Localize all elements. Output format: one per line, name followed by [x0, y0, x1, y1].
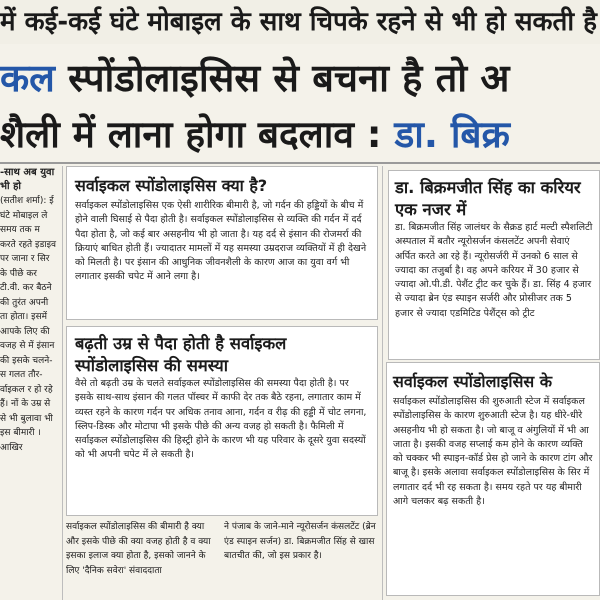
- box-symptoms-title: सर्वाइकल स्पोंडोलाइसिस के: [393, 372, 553, 391]
- headline-line-2-blue: डा. बिक्र: [394, 113, 510, 156]
- box-doctor-career-title: डा. बिक्रमजीत सिंह का करियर एक नजर में: [395, 178, 581, 219]
- box-symptoms-body: सर्वाइकल स्पोंडोलाइसिस की शुरुआती स्टेज में सर्वाइकल स्पोंडोलाइसिस के कारण शुरुआती स्टेज है। यह धीरे-धीरे असहनीय भी हो सकता है। जो बाजू व अंगुलियों में भी आ जाता है। इसकी वजह सप्लाई कम होने के कारण व्यक्ति को चक्कर भी स्पाइन-कॉर्ड प्रेस हो जाने के कारण टांग और बाजू है। इसके अलावा सर्वाइकल स्पोंडोलाइसिस के सिर में लगातार दर्द भी रह सकता है। समय रहते पर यह बीमारी आगे चलकर बढ़ सकती है।: [393, 396, 593, 508]
- box-what-is-cervical: [66, 166, 378, 320]
- left-column-body: (सतीश शर्मा): ई घंटे मोबाइल ले समय तक म करते रहते इडाइव पर जाना र सिर के पीछे कर टी.वी. कर बैठने की तुरंत अपनी ता होता। इसमें आपके लिए की वजह से में इंसान की इसके चलने- स गलत तौर- र्वाइकल र हो रहे हैं। नों के उम्र से से भी बुलावा भी इस बीमारी । आखिर: [0, 196, 57, 453]
- headline-line-2-black: शैली में लाना होगा बदलाव :: [0, 113, 395, 156]
- box-age-cause-body: वैसे तो बढ़ती उम्र के चलते सर्वाइकल स्पोंडोलाइसिस की समस्या पैदा होती है। पर इसके साथ-साथ इंसान की गलत पॉस्चर में काफी देर तक बैठे रहना, लगातार काम में व्यस्त रहने के कारण गर्दन पर अधिक तनाव आना, गर्दन व रीढ़ की हड्डी में चोट लगना, स्लिप-डिस्क और मोटापा भी इसके पीछे की अन्य वजह हो सकती है। फैमिली में सर्वाइकल स्पोंडोलाइसिस की हिस्ट्री होने के कारण भी यह परिवार के दूसरे युवा सदस्यों को भी अपनी चपेट में ले सकती है।: [75, 378, 367, 461]
- column-divider-right: [382, 166, 383, 600]
- box-what-is-cervical-title: सर्वाइकल स्पोंडोलाइसिस क्या है?: [75, 176, 268, 195]
- top-strip-text: में कई-कई घंटे मोबाइल के साथ चिपके रहने से भी हो सकती है: [0, 0, 600, 44]
- box-symptoms: [386, 362, 600, 596]
- column-divider: [62, 166, 63, 600]
- box-age-cause-title: बढ़ती उम्र से पैदा होती है सर्वाइकल स्पोंडोलाइसिस की समस्या: [75, 334, 287, 375]
- bottom-column-1: सर्वाइकल स्पोंडोलाइसिस की बीमारी है क्या और इसके पीछे की क्या वजह होती है व क्या इसका इलाज क्या होता है, इसको जानने के लिए 'दैनिक सवेरा' संवाददाता: [66, 522, 211, 576]
- box-doctor-career: [388, 170, 600, 360]
- headline-line-2: [0, 108, 600, 162]
- left-column-lead: -साथ अब युवा भी हो: [0, 167, 55, 192]
- headline-line-1-black: स्पोंडोलाइसिस से बचना है तो अ: [54, 56, 510, 100]
- box-age-cause: [66, 326, 378, 516]
- headline-line-1: [0, 48, 600, 108]
- headline-line-1-blue: कल: [0, 56, 55, 100]
- left-column: [0, 166, 58, 600]
- headline-divider: [0, 162, 600, 164]
- bottom-column-2: ने पंजाब के जाने-माने न्यूरोसर्जन कंसलटेंट (ब्रेन एंड स्पाइन सर्जन) डा. बिक्रमजीत सिंह से खास बातचीत की, जो इस प्रकार है।: [224, 522, 376, 561]
- box-doctor-career-body: डा. बिक्रमजीत सिंह जालंधर के सैक्रड हार्ट मल्टी स्पैशलिटी अस्पताल में बतौर न्यूरोसर्जन कंसलटेंट अपनी सेवाएं अर्पित करते आ रहे हैं। न्यूरोसर्जरी में उनको 6 साल से ज्यादा का तजुर्बा है। वह अपने करियर में 30 हजार से ज्यादा ओ.पी.डी. पेशैंट ट्रीट कर चुके हैं। डा. सिंह 4 हजार से ज्यादा ब्रेन एंड स्पाइन सर्जरी और प्रोसीजर तक 5 हजार से ज्यादा एडमिटिड पेशैंट्स को ट्रीट: [395, 222, 593, 319]
- box-what-is-cervical-body: सर्वाइकल स्पोंडोलाइसिस एक ऐसी शारीरिक बीमारी है, जो गर्दन की हड्डियों के बीच में होने वाली घिसाई से पैदा होती है। सर्वाइकल स्पोंडोलाइसिस से व्यक्ति की गर्दन में दर्द पैदा होता है, जो कई बार असहनीय भी हो जाता है। यह दर्द से इंसान की रोजमर्रा की क्रियाएं बाधित होती हैं। ज्यादातर मामलों में यह समस्या उम्रदराज व्यक्तियों में ही देखने को मिलती है। पर इंसान की आधुनिक जीवनशैली के कारण आज का युवा वर्ग भी लगातार इसकी चपेट में आने लगा है।: [75, 200, 367, 283]
